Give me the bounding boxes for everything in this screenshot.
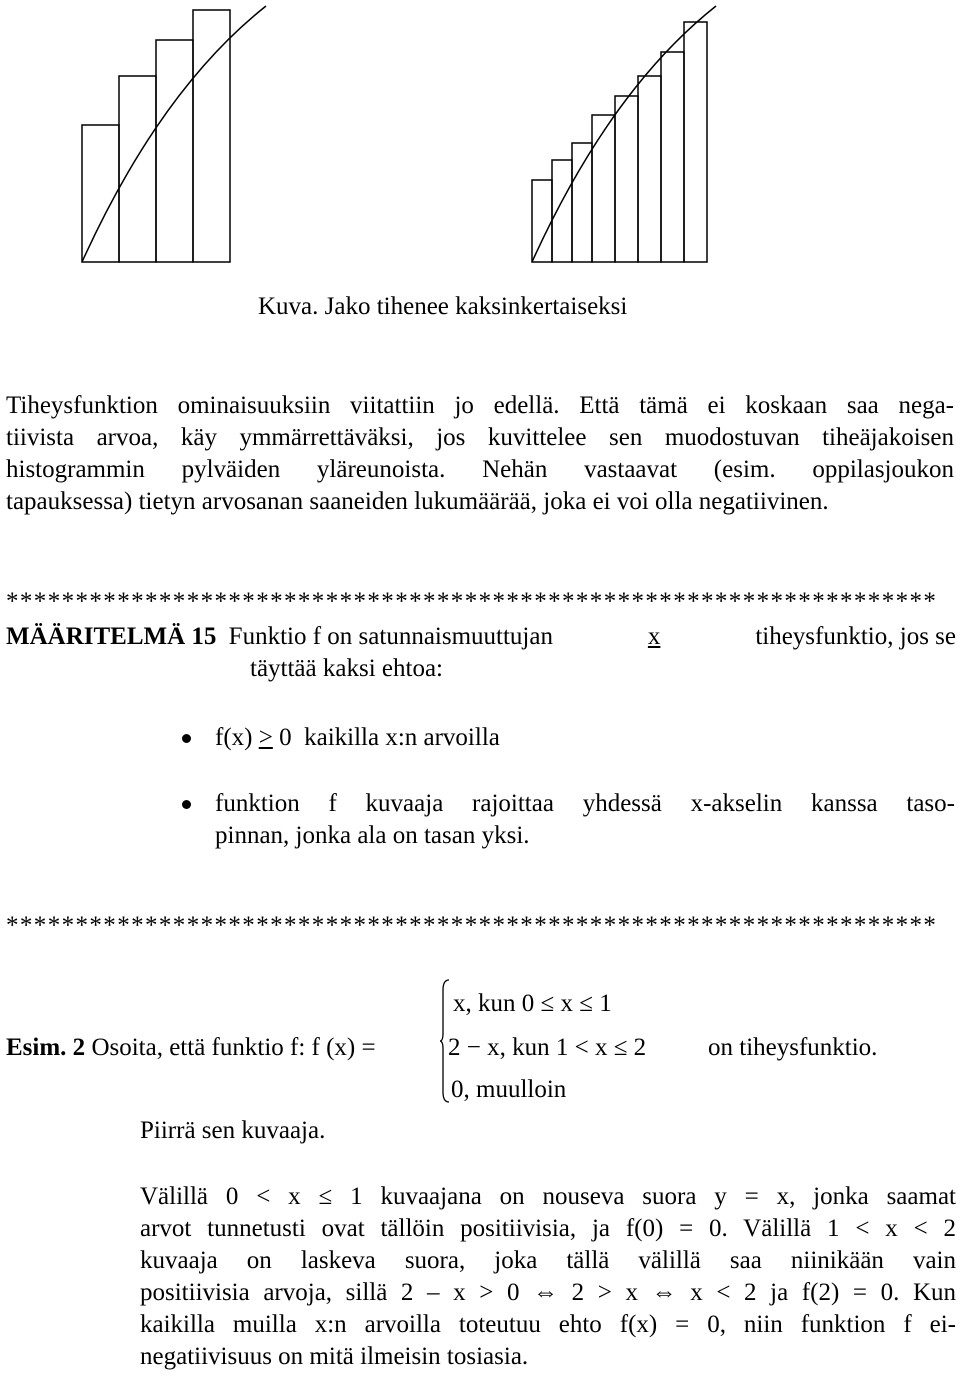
text-line: arvot tunnetusti ovat tällöin positiivisia, ja f(0) = 0. Välillä 1 < x < 2 (140, 1215, 956, 1242)
text-line: tapauksessa) tietyn arvosanan saaneiden lukumäärää, joka ei voi olla negatiivinen. (6, 488, 829, 515)
density-curve (82, 6, 266, 262)
histogram-bar (119, 76, 156, 262)
density-curve (532, 6, 716, 262)
ge-symbol: > (258, 724, 273, 751)
definition-body (216, 621, 956, 653)
definition-heading: MÄÄRITELMÄ 15 (6, 623, 217, 650)
histogram-bar (193, 10, 230, 262)
condition-2 (215, 788, 955, 852)
condition-1-b: 0 kaikilla x:n arvoilla (272, 724, 500, 751)
text-line: funktion f kuvaaja rajoittaa yhdessä x-akselin kanssa taso- (215, 790, 955, 817)
bullet-icon (182, 734, 191, 743)
histogram-bar (592, 115, 615, 262)
text-line: histogrammin pylväiden yläreunoista. Nehän vastaavat (esim. oppilasjoukon (6, 456, 954, 483)
histogram-bar (638, 76, 661, 262)
case-1: x, kun 0 ≤ x ≤ 1 (453, 990, 612, 1017)
histogram-bar (684, 22, 707, 262)
histogram-bar (661, 52, 684, 262)
definition-text-a: Funktio f on satunnaismuuttujan (222, 623, 560, 650)
histogram-bar (82, 125, 119, 262)
histogram-bar (572, 143, 592, 262)
definition-line-2: täyttää kaksi ehtoa: (250, 655, 443, 682)
histogram-figure (0, 0, 960, 270)
definition-text-b: tiheysfunktio, jos se (749, 623, 956, 650)
text-line: tiivista arvoa, käy ymmärrettäväksi, jos kuvittelee sen muodostuvan tiheäjakoisen (6, 424, 954, 451)
intro-paragraph (6, 390, 954, 518)
condition-1-a: f(x) (215, 724, 259, 751)
definition-variable: x (647, 623, 661, 650)
histogram-bar (532, 180, 552, 262)
text-line: positiivisia arvoja, sillä 2 – x > 0 ⇔ 2 > x ⇔ x < 2 ja f(2) = 0. Kun (140, 1279, 956, 1306)
draw-instruction: Piirrä sen kuvaaja. (140, 1117, 326, 1144)
case-2: 2 − x, kun 1 < x ≤ 2 (448, 1034, 647, 1061)
histogram-bar (156, 40, 193, 262)
separator-top: ******************************************************************* (6, 588, 938, 615)
case-3: 0, muulloin (451, 1076, 567, 1103)
bullet-icon (182, 800, 191, 809)
text-line: kuvaaja on laskeva suora, joka tällä välillä saa niinikään vain (140, 1247, 956, 1274)
text-line: Tiheysfunktion ominaisuuksiin viitattiin jo edellä. Että tämä ei koskaan saa nega- (6, 392, 954, 419)
definition-line-1 (6, 621, 956, 653)
separator-bottom: ******************************************************************* (6, 912, 938, 939)
text-line: negatiivisuus on mitä ilmeisin tosiasia. (140, 1343, 529, 1370)
solution-paragraph (140, 1181, 956, 1373)
text-line: Välillä 0 < x ≤ 1 kuvaajana on nouseva suora y = x, jonka saamat (140, 1183, 956, 1210)
figure-caption: Kuva. Jako tihenee kaksinkertaiseksi (258, 293, 628, 320)
example-text: Osoita, että funktio f: (85, 1034, 312, 1061)
example-suffix: on tiheysfunktio. (708, 1034, 878, 1061)
function-definition: f (x) = (311, 1034, 376, 1061)
histogram-bar (615, 96, 638, 262)
histogram-bar (552, 160, 572, 262)
example-label: Esim. 2 (6, 1034, 86, 1061)
text-line: kaikilla muilla x:n arvoilla toteutuu ehto f(x) = 0, niin funktion f ei- (140, 1311, 956, 1338)
condition-1 (215, 722, 500, 754)
example-line (6, 1034, 376, 1062)
text-line: pinnan, jonka ala on tasan yksi. (215, 822, 530, 849)
